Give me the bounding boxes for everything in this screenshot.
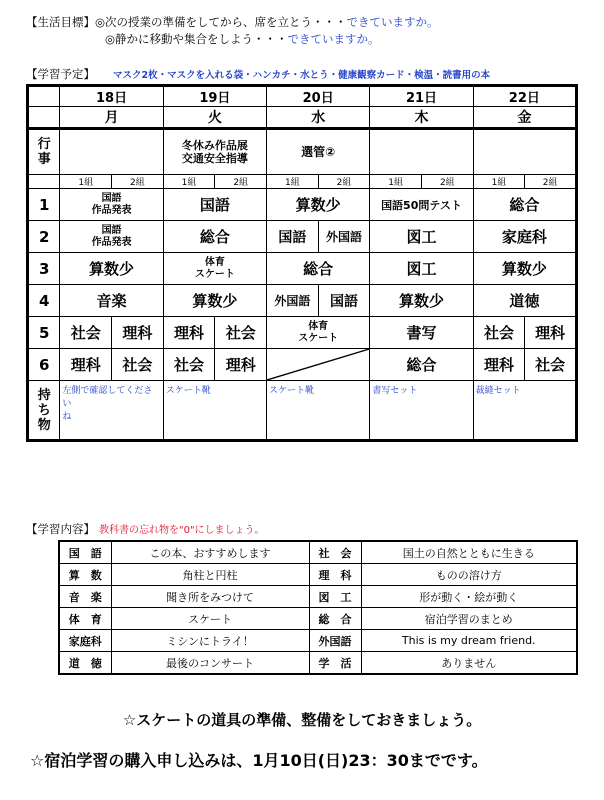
mon-p6-class1: 理科 [60, 349, 112, 381]
event-cell: 選管② [267, 129, 370, 175]
purchase-deadline-notice: ☆宿泊学習の購入申し込みは、1月10日(日)23：30までです。 [30, 751, 488, 770]
mon-p5-class2: 理科 [112, 317, 164, 349]
content-cell: ものの溶け方 [361, 564, 577, 586]
bring-tue: スケート靴 [163, 381, 266, 441]
content-row [59, 608, 577, 630]
class-2-label: 2組 [318, 175, 370, 189]
class-row [28, 175, 577, 189]
fri-p6-class1: 理科 [473, 349, 525, 381]
content-cell: 宿泊学習のまとめ [361, 608, 577, 630]
wed-p1: 算数少 [267, 189, 370, 221]
content-cell: 聞き所をみつけて [111, 586, 309, 608]
wed-p4-class2: 国語 [318, 285, 370, 317]
fri-p6-class2: 社会 [525, 349, 577, 381]
date-cell: 19日 [163, 86, 266, 107]
period-number: 6 [28, 349, 60, 381]
weekday-cell: 木 [370, 107, 473, 129]
subject-cell: 学 活 [309, 652, 361, 675]
wed-p4-class1: 外国語 [267, 285, 319, 317]
tue-p5-class1: 理科 [163, 317, 215, 349]
subject-cell: 国 語 [59, 541, 111, 564]
class-1-label: 1組 [473, 175, 525, 189]
subject-cell: 道 徳 [59, 652, 111, 675]
fri-p1: 総合 [473, 189, 576, 221]
fri-p2: 家庭科 [473, 221, 576, 253]
content-cell: スケート [111, 608, 309, 630]
goal-line-1: 【生活目標】◎次の授業の準備をしてから、席を立とう・・・できていますか。 [26, 15, 439, 29]
period-row-1 [28, 189, 577, 221]
events-label: 行 事 [28, 129, 60, 175]
content-row [59, 541, 577, 564]
period-row-2 [28, 221, 577, 253]
mon-p3: 算数少 [60, 253, 163, 285]
mon-p6-class2: 社会 [112, 349, 164, 381]
wed-p3: 総合 [267, 253, 370, 285]
period-number: 2 [28, 221, 60, 253]
wed-p2-class2: 外国語 [318, 221, 370, 253]
period-number: 5 [28, 317, 60, 349]
tue-p5-class2: 社会 [215, 317, 267, 349]
period-number: 3 [28, 253, 60, 285]
bring-thu: 書写セット [370, 381, 473, 441]
event-cell: 冬休み作品展 交通安全指導 [163, 129, 266, 175]
weekly-schedule [26, 84, 578, 442]
goals-label: 【生活目標】 [26, 15, 95, 29]
subject-cell: 音 楽 [59, 586, 111, 608]
event-cell [370, 129, 473, 175]
diagonal-line [267, 349, 369, 380]
events-row [28, 129, 577, 175]
class-1-label: 1組 [163, 175, 215, 189]
subject-cell: 算 数 [59, 564, 111, 586]
content-row [59, 586, 577, 608]
textbook-note: 教科書の忘れ物を"0"にしましょう。 [99, 525, 265, 536]
mon-p2: 国語 作品発表 [60, 221, 163, 253]
class-1-label: 1組 [60, 175, 112, 189]
period-row-4 [28, 285, 577, 317]
subject-cell: 総 合 [309, 608, 361, 630]
tue-p6-class2: 理科 [215, 349, 267, 381]
skate-notice: ☆スケートの道具の準備、整備をしておきましょう。 [122, 711, 482, 729]
class-2-label: 2組 [525, 175, 577, 189]
bring-fri: 裁縫セット [473, 381, 576, 441]
date-cell: 22日 [473, 86, 576, 107]
subject-cell: 図 工 [309, 586, 361, 608]
wed-p5: 体育 スケート [267, 317, 370, 349]
period-number: 4 [28, 285, 60, 317]
thu-p1: 国語50問テスト [370, 189, 473, 221]
content-cell: 形が動く・絵が動く [361, 586, 577, 608]
period-row-5 [28, 317, 577, 349]
belongings-note: マスク2枚・マスクを入れる袋・ハンカチ・水とう・健康観察カード・検温・読書用の本 [113, 70, 491, 81]
study-content-table [58, 540, 578, 675]
thu-p3: 図工 [370, 253, 473, 285]
thu-p2: 図工 [370, 221, 473, 253]
bring-wed: スケート靴 [267, 381, 370, 441]
period-row-3 [28, 253, 577, 285]
goal-line-2: ◎静かに移動や集合をしよう・・・できていますか。 [105, 32, 380, 46]
period-number: 1 [28, 189, 60, 221]
date-cell: 21日 [370, 86, 473, 107]
tue-p3: 体育 スケート [163, 253, 266, 285]
subject-cell: 体 育 [59, 608, 111, 630]
content-cell: ありません [361, 652, 577, 675]
subject-cell: 家庭科 [59, 630, 111, 652]
content-header: 【学習内容】 教科書の忘れ物を"0"にしましょう。 [26, 522, 265, 536]
date-row [28, 86, 577, 107]
wed-p6-empty [267, 349, 370, 381]
weekday-row [28, 107, 577, 129]
subject-cell: 社 会 [309, 541, 361, 564]
content-row [59, 564, 577, 586]
content-cell: ミシンにトライ！ [111, 630, 309, 652]
content-cell: 国土の自然とともに生きる [361, 541, 577, 564]
fri-p5-class1: 社会 [473, 317, 525, 349]
content-cell: この本、おすすめします [111, 541, 309, 564]
period-row-6 [28, 349, 577, 381]
content-cell: 最後のコンサート [111, 652, 309, 675]
thu-p6: 総合 [370, 349, 473, 381]
tue-p6-class1: 社会 [163, 349, 215, 381]
thu-p4: 算数少 [370, 285, 473, 317]
weekday-cell: 水 [267, 107, 370, 129]
fri-p4: 道徳 [473, 285, 576, 317]
mon-p4: 音楽 [60, 285, 163, 317]
thu-p5: 書写 [370, 317, 473, 349]
weekday-cell: 金 [473, 107, 576, 129]
class-2-label: 2組 [215, 175, 267, 189]
subject-cell: 理 科 [309, 564, 361, 586]
plan-header: 【学習予定】 マスク2枚・マスクを入れる袋・ハンカチ・水とう・健康観察カード・検温・読書用の本 [26, 67, 491, 81]
wed-p2-class1: 国語 [267, 221, 319, 253]
mon-p5-class1: 社会 [60, 317, 112, 349]
belongings-label: 持 ち 物 [28, 381, 60, 441]
content-row [59, 652, 577, 675]
class-1-label: 1組 [370, 175, 422, 189]
mon-p1: 国語 作品発表 [60, 189, 163, 221]
content-cell: This is my dream friend. [361, 630, 577, 652]
class-2-label: 2組 [422, 175, 474, 189]
bring-mon: 左側で確認してください ね [60, 381, 163, 441]
fri-p3: 算数少 [473, 253, 576, 285]
event-cell [473, 129, 576, 175]
weekday-cell: 火 [163, 107, 266, 129]
belongings-row [28, 381, 577, 441]
content-row [59, 630, 577, 652]
class-2-label: 2組 [112, 175, 164, 189]
event-cell [60, 129, 163, 175]
tue-p4: 算数少 [163, 285, 266, 317]
fri-p5-class2: 理科 [525, 317, 577, 349]
life-goals [26, 14, 439, 48]
date-cell: 18日 [60, 86, 163, 107]
tue-p1: 国語 [163, 189, 266, 221]
class-1-label: 1組 [267, 175, 319, 189]
weekday-cell: 月 [60, 107, 163, 129]
subject-cell: 外国語 [309, 630, 361, 652]
tue-p2: 総合 [163, 221, 266, 253]
date-cell: 20日 [267, 86, 370, 107]
content-cell: 角柱と円柱 [111, 564, 309, 586]
